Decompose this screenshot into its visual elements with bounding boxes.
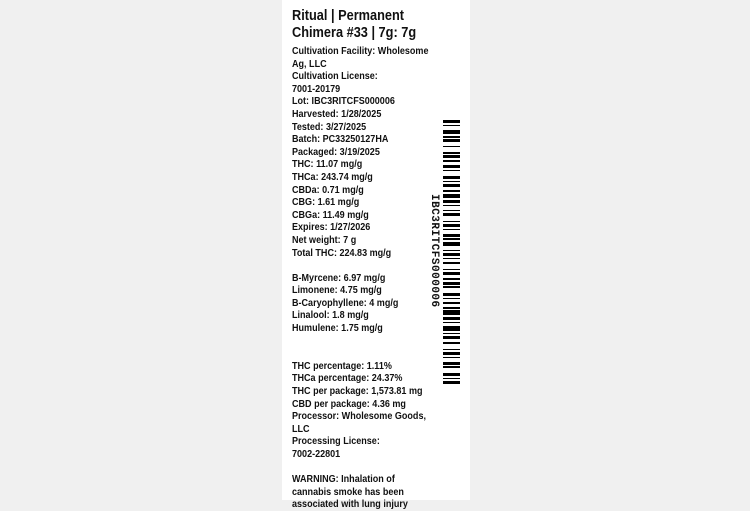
detail-line: CBDa: 0.71 mg/g [292,183,364,196]
spacer [292,347,421,360]
product-title: Ritual | Permanent Chimera #33 | 7g: 7g [292,8,417,41]
detail-line: Limonene: 4.75 mg/g [292,284,382,297]
detail-line: Ag, LLC [292,57,327,70]
product-label [282,0,470,511]
spacer [292,259,421,272]
barcode-bar [443,120,460,123]
barcode-text: IBC3RITCFS000006 [428,194,440,308]
detail-line: Expires: 1/27/2026 [292,221,371,234]
barcode-bar [443,322,460,324]
detail-line: 7002-22801 [292,448,341,460]
barcode-bar [443,333,460,335]
barcode-bar [443,336,460,339]
barcode-bar [443,181,460,183]
barcode-bar [443,349,460,351]
barcode-bar [443,213,460,216]
barcode-bar [443,136,460,138]
detail-line: Processing License: [292,435,380,448]
barcode-bar [443,293,460,296]
detail-line: LLC [292,422,310,435]
barcode-bar [443,224,460,227]
detail-line: THC percentage: 1.11% [292,359,392,372]
barcode-bar [443,176,460,179]
barcode-bar [443,165,460,168]
barcode-bar [443,381,460,384]
detail-line: CBD per package: 4.36 mg [292,397,406,410]
barcode-bar [443,342,460,344]
barcode-bar [443,184,460,187]
barcode-bar [443,200,460,203]
detail-line: associated with lung injury [292,498,408,511]
detail-line: CBGa: 11.49 mg/g [292,208,369,221]
detail-line: THC per package: 1,573.81 mg [292,385,423,398]
detail-line: Total THC: 224.83 mg/g [292,246,392,259]
barcode-bar [443,253,460,256]
detail-line: 7001-20179 [292,82,341,95]
label-details [292,45,429,511]
detail-line: Lot: IBC3RITCFS000006 [292,95,395,108]
barcode-bar [443,250,460,252]
barcode [443,120,461,385]
barcode-bar [443,234,460,237]
barcode-bar [443,221,460,223]
barcode-bar [443,362,460,365]
barcode-bar [443,310,460,315]
barcode-bar [443,269,460,271]
barcode-bar [443,139,460,142]
barcode-bar [443,366,460,368]
barcode-bar [443,286,460,288]
barcode-bar [443,190,460,192]
barcode-bar [443,378,460,380]
detail-line: Batch: PC33250127HA [292,133,389,146]
barcode-bar [443,307,460,309]
barcode-bar [443,373,460,376]
detail-line: CBG: 1.61 mg/g [292,196,360,209]
barcode-bar [443,302,460,304]
barcode-bar [443,326,460,331]
barcode-bar [443,258,460,260]
barcode-bar [443,278,460,280]
detail-line: B-Myrcene: 6.97 mg/g [292,271,386,284]
barcode-bar [443,210,460,212]
barcode-bar [443,282,460,285]
barcode-bar [443,160,460,162]
barcode-bar [443,317,460,320]
barcode-bar [443,272,460,275]
spacer [292,461,421,474]
detail-line: THCa percentage: 24.37% [292,372,403,385]
barcode-bar [443,298,460,300]
detail-line: Cultivation License: [292,70,378,83]
barcode-bar [443,125,460,127]
barcode-bar [443,357,460,359]
detail-line: Packaged: 3/19/2025 [292,145,380,158]
barcode-bar [443,170,460,172]
barcode-bar [443,242,460,247]
barcode-bar [443,352,460,355]
barcode-bar [443,205,460,207]
spacer [292,335,421,348]
detail-line: WARNING: Inhalation of [292,473,395,486]
detail-line: Linalool: 1.8 mg/g [292,309,369,322]
detail-line: B-Caryophyllene: 4 mg/g [292,296,399,309]
detail-line: Net weight: 7 g [292,233,357,246]
detail-line: cannabis smoke has been [292,485,404,498]
detail-line: THC: 11.07 mg/g [292,158,363,171]
detail-line: Humulene: 1.75 mg/g [292,322,383,335]
detail-line: Processor: Wholesome Goods, [292,410,426,423]
detail-line: Cultivation Facility: Wholesome [292,45,429,57]
barcode-bar [443,229,460,231]
barcode-bar [443,152,460,154]
barcode-bar [443,238,460,240]
barcode-bar [443,155,460,158]
barcode-bar [443,146,460,148]
detail-line: THCa: 243.74 mg/g [292,170,373,183]
detail-line: Tested: 3/27/2025 [292,120,367,133]
barcode-bar [443,194,460,199]
barcode-bar [443,130,460,135]
barcode-bar [443,262,460,264]
detail-line: Harvested: 1/28/2025 [292,107,382,120]
